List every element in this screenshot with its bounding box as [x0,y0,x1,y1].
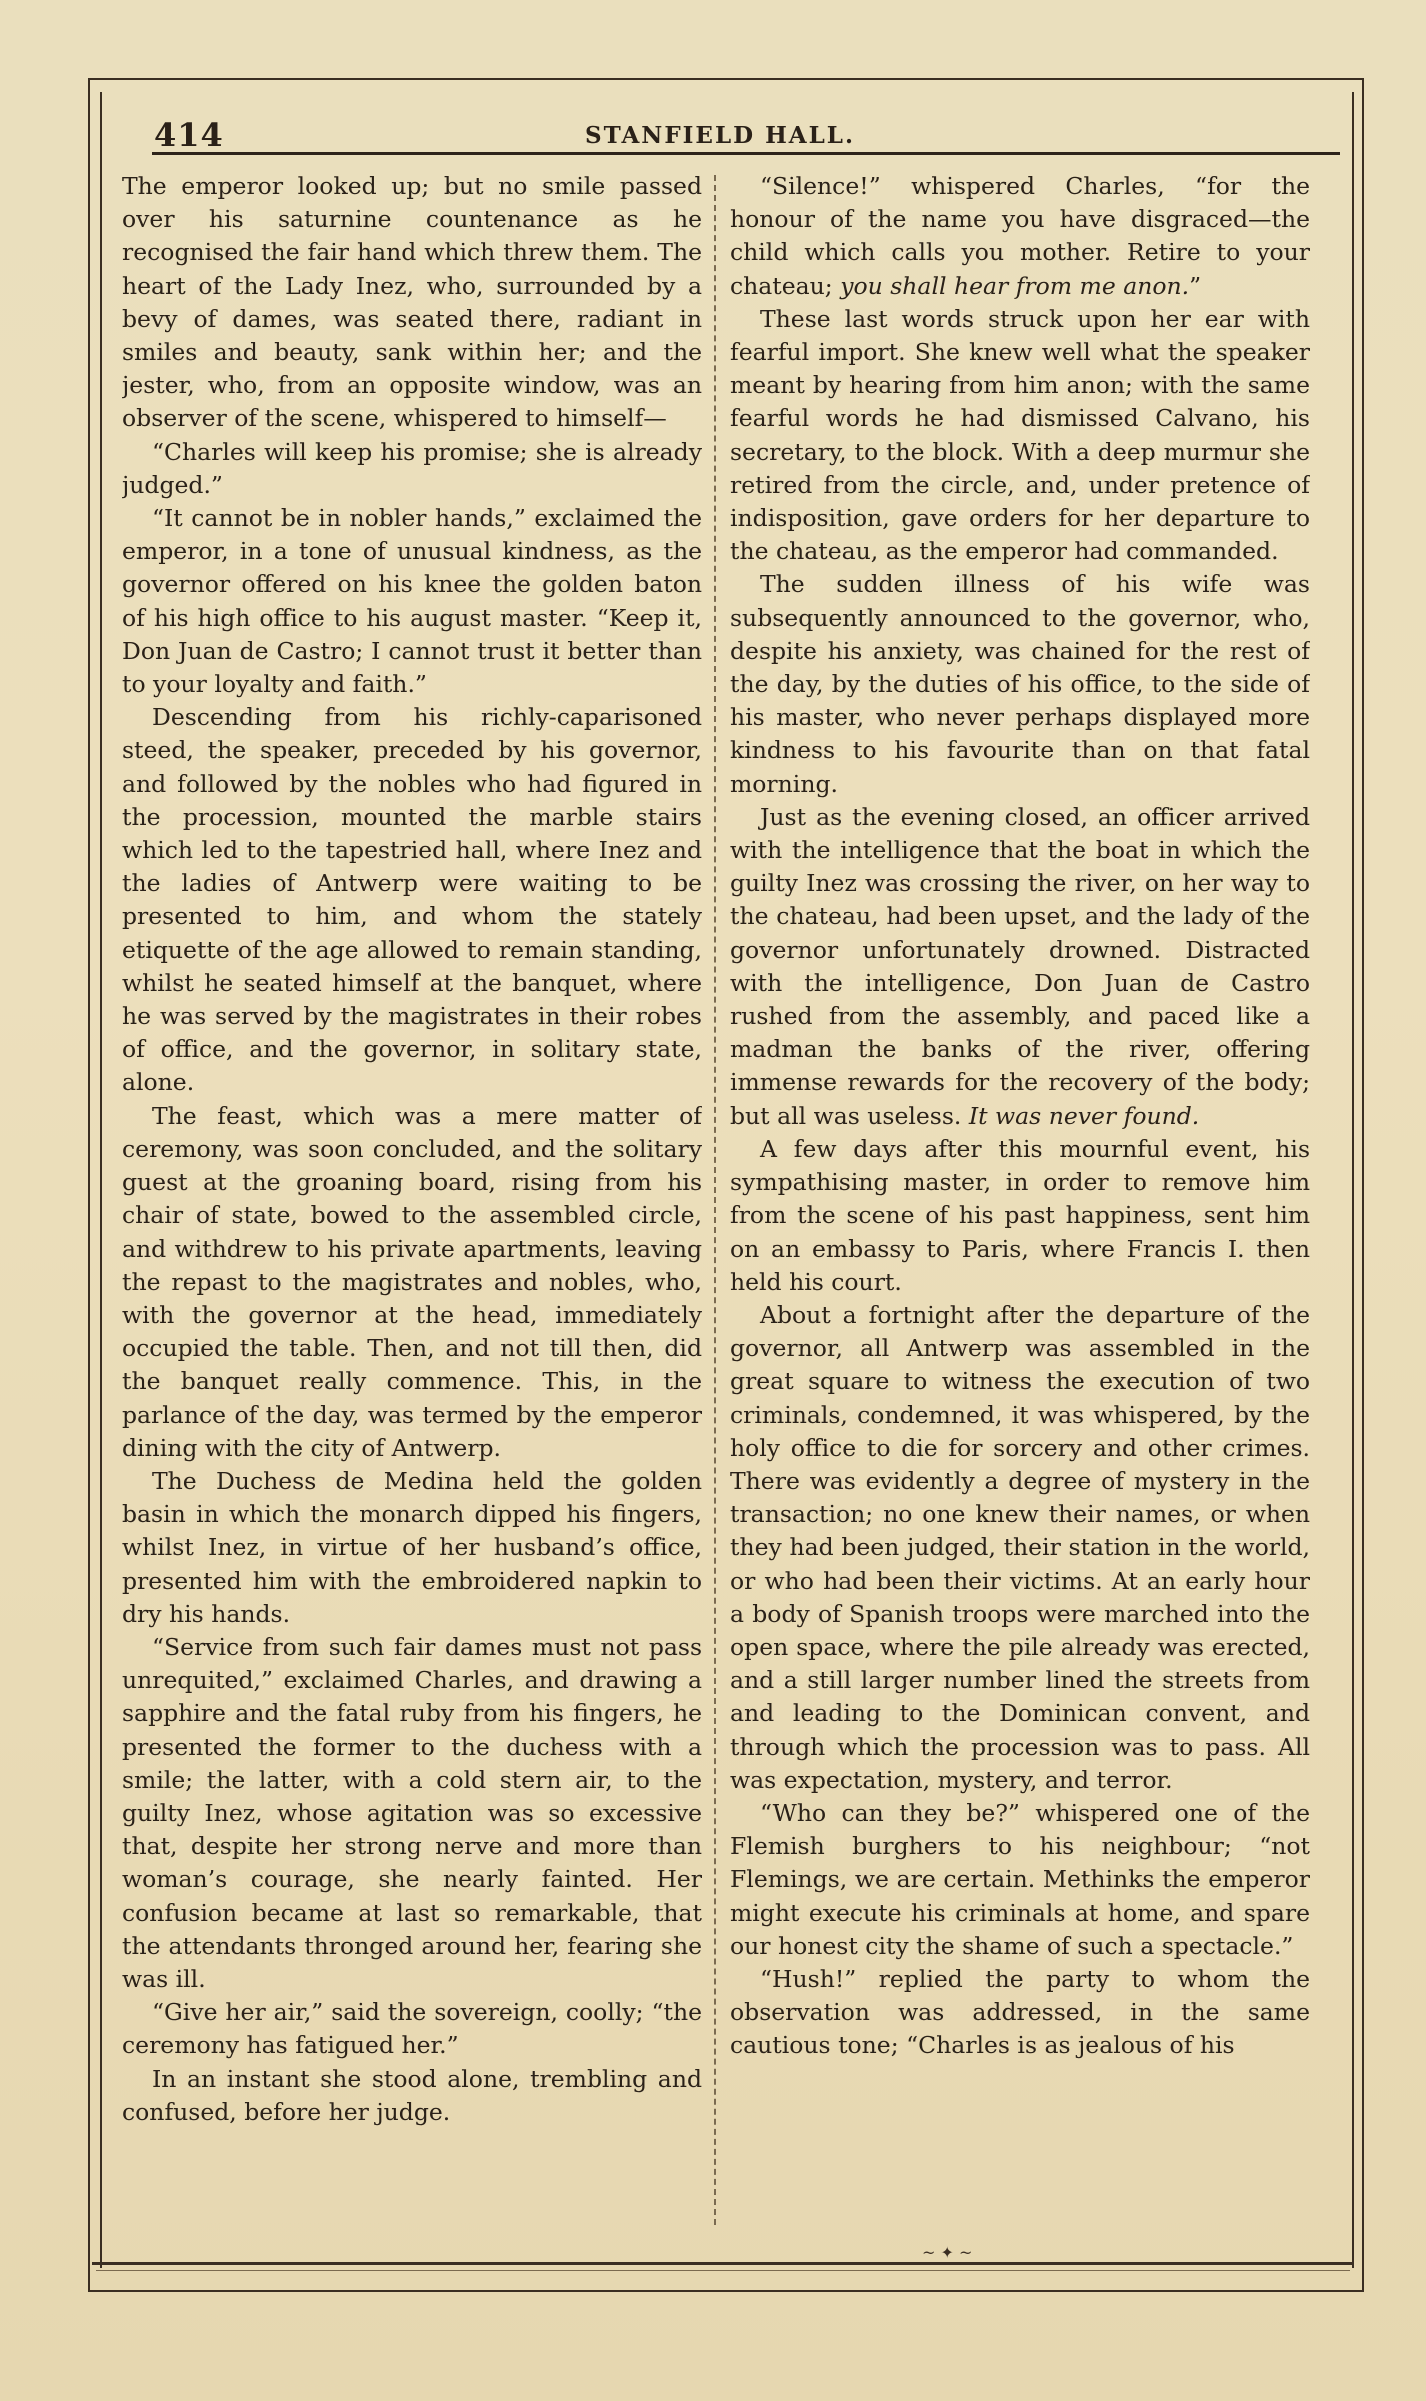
paragraph [730,170,1310,303]
paragraph: In an instant she stood alone, trembling and confused, before her judge. [122,2064,702,2126]
paragraph: A few days after this mournful event, his sympathising master, in order to remove him from the scene of his past happiness, sent him on an embassy to Paris, where Francis I. then held his court. [730,1134,1310,1296]
paragraph: The emperor looked up; but no smile passed over his saturnine countenance as he recognised the fair hand which threw them. The heart of the Lady Inez, who, surrounded by a bevy of dames, was seated there, radiant in smiles and beauty, sank within her; and the jester, who, from an opposite window, was an observer of the scene, whispered to himself— [122,172,702,433]
paragraph-text: “Silence!” whispered Charles, “for the honour of the name you have disgraced—the child which calls you mother. Retire to your chateau; [730,172,1310,300]
italic-text: It was never found. [968,1101,1200,1130]
paragraph: “Charles will keep his promise; she is already judged.” [122,437,702,499]
paragraph: “Give her air,” said the sovereign, coolly; “the ceremony has fatigued her.” [122,1998,702,2060]
paragraph: “Service from such fair dames must not pass unrequited,” exclaimed Charles, and drawing a sapphire and the fatal ruby from his fingers, he presented the former to the duchess with a smile; the latter, with a cold stern air, to the guilty Inez, whose agitation was so excessive that, despite her strong nerve and more than woman’s courage, she nearly fainted. Her confusion became at last so remarkable, that the attendants thronged around her, fearing she was ill. [122,1632,702,1993]
page-number: 414 [154,116,224,154]
bottom-rule-thin [96,2270,1350,2271]
bottom-rule [92,2262,1354,2265]
paragraph: “It cannot be in nobler hands,” exclaimed the emperor, in a tone of unusual kindness, as the governor offered on his knee the golden baton of his high office to his august master. “Keep it, Don Juan de Castro; I cannot trust it better than to your loyalty and faith.” [122,504,702,699]
paragraph: The Duchess de Medina held the golden basin in which the monarch dipped his fingers, whilst Inez, in virtue of her husband’s office, presented him with the embroidered napkin to dry his hands. [122,1466,702,1628]
paragraph: “Hush!” replied the party to whom the observation was addressed, in the same cautious tone; “Charles is as jealous of his [730,1964,1310,2060]
paragraph: Descending from his richly-caparisoned steed, the speaker, preceded by his governor, and followed by the nobles who had figured in the procession, mounted the marble stairs which led to the tapestried hall, where Inez and the ladies of Antwerp were waiting to be presented to him, and whom the stately etiquette of the age allowed to remain standing, whilst he seated himself at the banquet, where he was served by the magistrates in their robes of office, and the governor, in solitary state, alone. [122,703,702,1097]
paragraph: “Who can they be?” whispered one of the Flemish burghers to his neighbour; “not Flemings, we are certain. Methinks the emperor might execute his criminals at home, and spare our honest city the shame of such a spectacle.” [730,1798,1310,1960]
right-column [730,170,1310,2220]
paragraph: These last words struck upon her ear with fearful import. She knew well what the speaker meant by hearing from him anon; with the same fearful words he had dismissed Calvano, his secretary, to the block. With a deep murmur she retired from the circle, and, under pretence of indisposition, gave orders for her departure to the chateau, as the emperor had commanded. [730,304,1310,566]
page-header [100,110,1340,158]
paragraph [730,801,1310,1133]
column-divider [714,175,716,2225]
paragraph-text: Just as the evening closed, an officer arrived with the intelligence that the boat in which the guilty Inez was crossing the river, on her way to the chateau, had been upset, and the lady of the governor unfortunately drowned. Distracted with the intelligence, Don Juan de Castro rushed from the assembly, and paced like a madman the banks of the river, offering immense rewards for the recovery of the body; but all was useless. [730,802,1310,1130]
paragraph: About a fortnight after the departure of the governor, all Antwerp was assembled in the great square to witness the execution of two criminals, condemned, it was whispered, by the holy office to die for sorcery and other crimes. There was evidently a degree of mystery in the transaction; no one knew their names, or when they had been judged, their station in the world, or who had been their victims. At an early hour a body of Spanish troops were marched into the open space, where the pile already was erected, and a still larger number lined the streets from and leading to the Dominican convent, and through which the procession was to pass. All was expectation, mystery, and terror. [730,1300,1310,1794]
paragraph: The feast, which was a mere matter of ceremony, was soon concluded, and the solitary guest at the groaning board, rising from his chair of state, bowed to the assembled circle, and withdrew to his private apartments, leaving the repast to the magistrates and nobles, who, with the governor at the head, immediately occupied the table. Then, and not till then, did the banquet really commence. This, in the parlance of the day, was termed by the emperor dining with the city of Antwerp. [122,1101,702,1462]
header-rule [152,152,1340,155]
left-column [122,170,702,2220]
ornament-icon: ~ ✦ ~ [922,2243,973,2262]
running-title: STANFIELD HALL. [584,122,855,149]
italic-text: you shall hear from me anon. [840,271,1190,300]
paragraph: The sudden illness of his wife was subsequently announced to the governor, who, despite his anxiety, was chained for the rest of the day, by the duties of his office, to the side of his master, who never perhaps displayed more kindness to his favourite than on that fatal morning. [730,570,1310,798]
paragraph-text: ” [1189,271,1202,300]
